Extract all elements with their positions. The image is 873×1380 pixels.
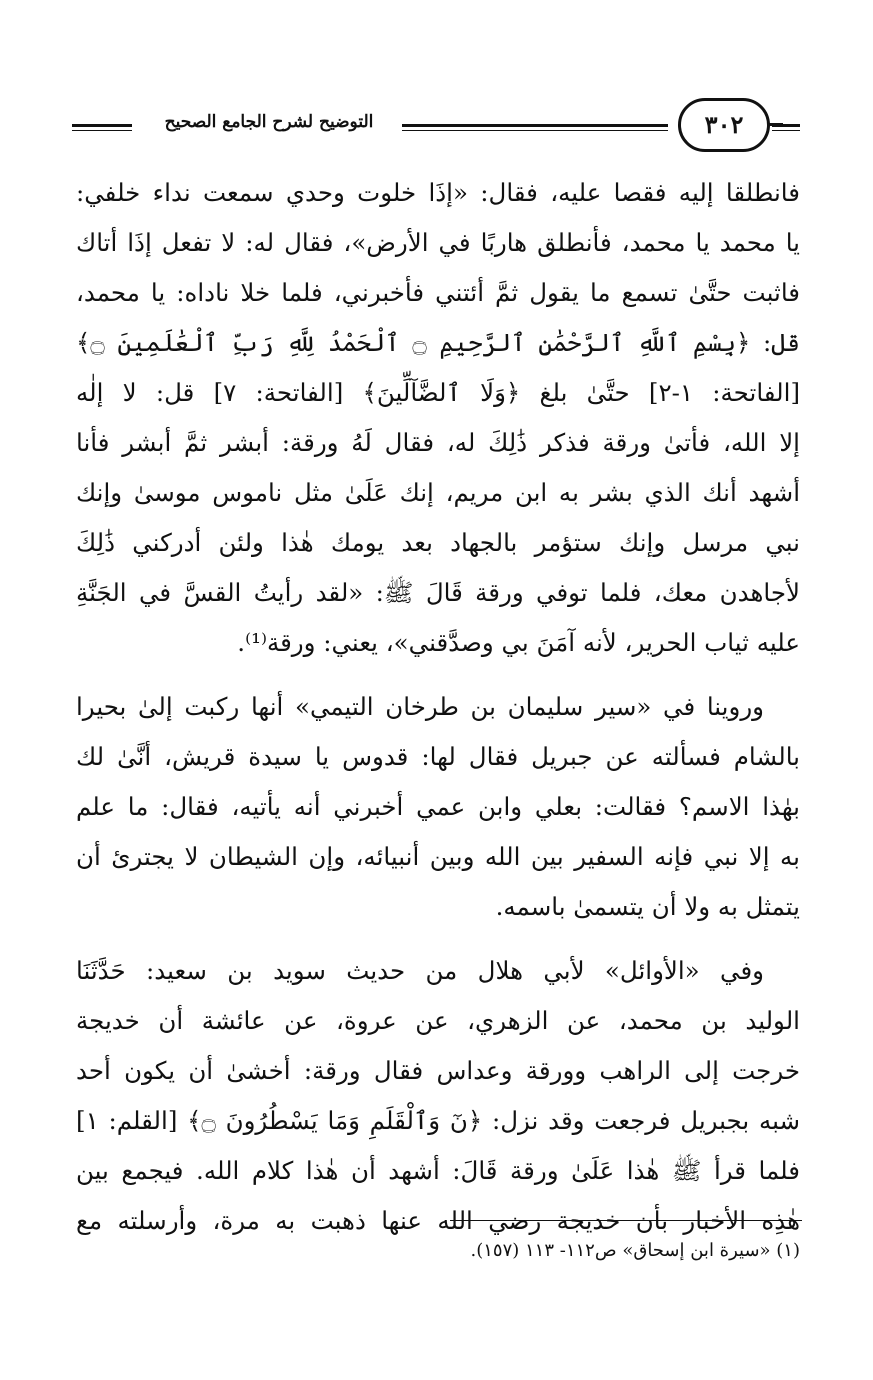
paragraph-gap — [76, 668, 800, 682]
header-rule-right — [772, 124, 800, 131]
page-number-frame — [678, 98, 770, 152]
page-number: ٣٠٢ — [704, 110, 744, 139]
footnote-separator — [450, 1220, 802, 1221]
text-line: لأجاهدن معك، فلما توفي ورقة قَالَ ﷺ: «لقد رأيتُ القسَّ في الجَنَّةِ — [76, 578, 800, 607]
text-line: فاثبت حتَّىٰ تسمع ما يقول ثمَّ أئتني فأخبرني، فلما خلا ناداه: يا محمد، — [76, 278, 800, 307]
text-line: شبه بجبريل فرجعت وقد نزل: ﴿نٓ وَٱلْقَلَمِ وَمَا يَسْطُرُونَ ۝﴾ [القلم: ١] — [76, 1106, 800, 1135]
text-line: نبي مرسل وإنك ستؤمر بالجهاد بعد يومك هٰذا ولئن أدركني ذَٰلِكَ — [76, 528, 800, 557]
header-rule-middle — [402, 124, 668, 131]
main-text — [76, 168, 800, 1246]
text-line: خرجت إلى الراهب وورقة وعداس فقال ورقة: أخشىٰ أن يكون أحد — [76, 1056, 800, 1085]
text-line: يا محمد يا محمد، فأنطلق هاربًا في الأرض»، فقال له: لا تفعل إذَا أتاك — [76, 228, 800, 257]
paragraph-gap — [76, 932, 800, 946]
text-line: وفي «الأوائل» لأبي هلال من حديث سويد بن سعيد: حَدَّثَنَا — [76, 956, 764, 985]
text-line: يتمثل به ولا أن يتسمىٰ باسمه. — [495, 892, 800, 921]
text-line: إلا الله، فأتىٰ ورقة فذكر ذَٰلِكَ له، فقال لَهُ ورقة: أبشر ثمَّ أبشر فأنا — [76, 428, 800, 457]
book-title: التوضيح لشرح الجامع الصحيح — [164, 112, 374, 132]
text-line: الوليد بن محمد، عن الزهري، عن عروة، عن عائشة أن خديجة — [76, 1006, 800, 1035]
text-line: بالشام فسألته عن جبريل فقال لها: قدوس يا سيدة قريش، أنَّىٰ لك — [76, 742, 800, 771]
text-line: به إلا نبي فإنه السفير بين الله وبين أنبيائه، وإن الشيطان لا يجترئ أن — [76, 842, 800, 871]
header-rule-left — [72, 124, 132, 131]
footnote: (١) «سيرة ابن إسحاق» ص١١٢- ١١٣ (١٥٧). — [470, 1240, 800, 1261]
text-line: فانطلقا إليه فقصا عليه، فقال: «إذَا خلوت وحدي سمعت نداء خلفي: — [76, 178, 800, 207]
text-line: عليه ثياب الحرير، لأنه آمَنَ بي وصدَّقني»، يعني: ورقة⁽¹⁾. — [237, 628, 800, 657]
page-header — [72, 98, 800, 156]
text-line: هٰذِه الأخبار بأن خديجة رضي الله عنها ذهبت به مرة، وأرسلته مع — [76, 1206, 800, 1235]
text-line: أشهد أنك الذي بشر به ابن مريم، إنك عَلَىٰ مثل ناموس موسىٰ وإنك — [76, 478, 800, 507]
text-line: [الفاتحة: ١-٢] حتَّىٰ بلغ ﴿وَلَا ٱلضَّآلِّينَ﴾ [الفاتحة: ٧] قل: لا إلٰه — [76, 378, 801, 407]
text-line: قل: ﴿بِسْمِ ٱللَّهِ ٱلرَّحْمَٰنِ ٱلرَّحِيمِ ۝ ٱلْحَمْدُ لِلَّهِ رَبِّ ٱلْعَٰلَمِينَ ۝﴾ — [76, 328, 800, 357]
text-line: بهٰذا الاسم؟ فقالت: بعلي وابن عمي أخبرني أنه يأتيه، فقال: ما علم — [76, 792, 800, 821]
text-line: وروينا في «سير سليمان بن طرخان التيمي» أنها ركبت إلىٰ بحيرا — [76, 692, 764, 721]
text-line: فلما قرأ ﷺ هٰذا عَلَىٰ ورقة قَالَ: أشهد أن هٰذا كلام الله. فيجمع بين — [76, 1156, 800, 1185]
